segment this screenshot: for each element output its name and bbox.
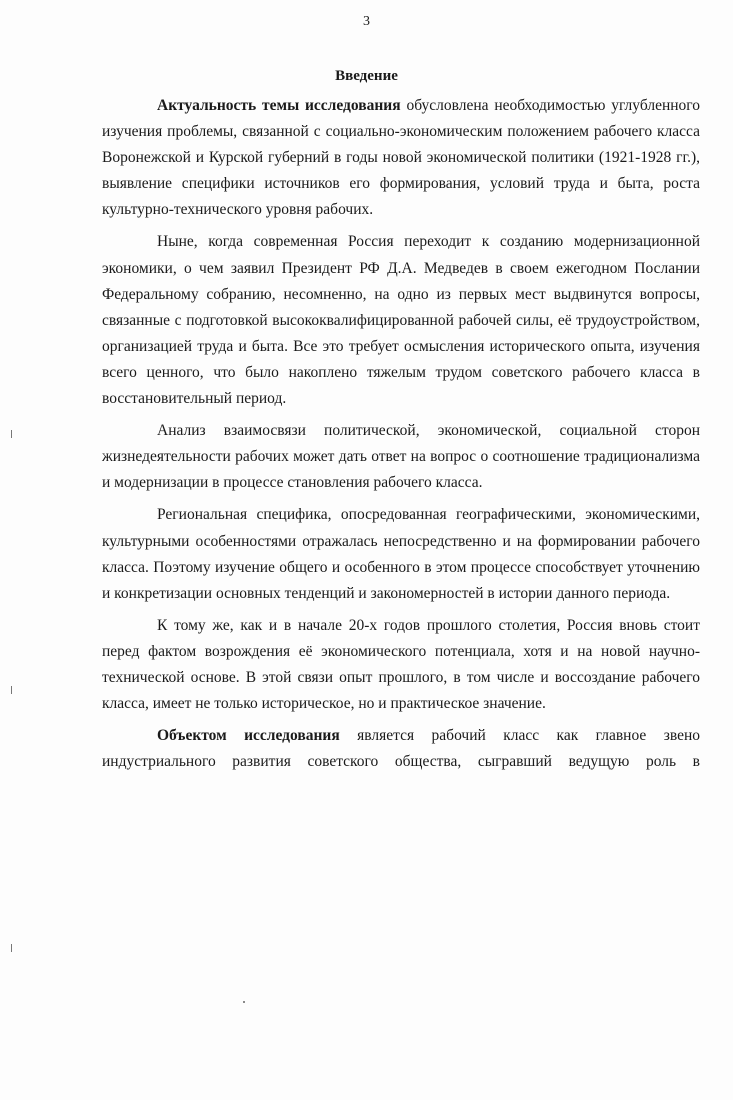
paragraph-revival — [102, 613, 700, 717]
paragraph-text: Региональная специфика, опосредованная географическими, экономическими, культурными особенностями отражалась непосредственно и на формировании рабочего класса. Поэтому изучение общего и особенного в этом процессе способствует уточнению и конкретизации основных тенденций и закономерностей в истории данного периода. — [102, 506, 700, 602]
paragraph-text: Ныне, когда современная Россия переходит к созданию модернизационной экономики, о чем заявил Президент РФ Д.А. Медведев в своем ежегодном Послании Федеральному собранию, несомненно, на одно из первых мест выдвинутся вопросы, связанные с подготовкой высококвалифицированной рабочей силы, её трудоустройством, организацией труда и быта. Все это требует осмысления исторического опыта, изучения всего ценного, что было накоплено тяжелым трудом советского рабочего класса в восстановительный период. — [102, 233, 700, 408]
section-heading: Введение — [335, 68, 398, 84]
scan-mark — [11, 686, 12, 694]
paragraph-text: обусловлена необходимостью углубленного изучения проблемы, связанной с социально-экономическим положением рабочего класса Воронежской и Курской губерний в годы новой экономической политики (1921-1928 гг.), выявление специфики источников его формирования, условий труда и быта, роста культурно-технического уровня рабочих. — [102, 97, 701, 219]
paragraph-analysis — [102, 418, 700, 496]
paragraph-modernization — [102, 229, 700, 412]
page-number: 3 — [363, 14, 370, 29]
paragraph-regional — [102, 502, 700, 606]
paragraph-text: К тому же, как и в начале 20-х годов прошлого столетия, Россия вновь стоит перед фактом возрождения её экономического потенциала, хотя и на новой научно-технической основе. В этой связи опыт прошлого, в том числе и воссоздание рабочего класса, имеет не только историческое, но и практическое значение. — [102, 616, 700, 713]
paragraph-text: является рабочий класс как главное звено индустриального развития советского общества, сыгравший ведущую роль в — [102, 727, 700, 771]
paragraph-text: Анализ взаимосвязи политической, экономической, социальной сторон жизнедеятельности рабочих может дать ответ на вопрос о соотношение традиционализма и модернизации в процессе становления рабочего класса. — [102, 422, 700, 492]
paragraph-object — [102, 723, 700, 775]
paragraph-lead: Объектом исследования — [157, 727, 340, 745]
scan-mark — [11, 944, 12, 952]
scan-mark — [11, 430, 12, 438]
paragraph-lead: Актуальность темы исследования — [157, 97, 401, 114]
body-text — [102, 93, 700, 781]
paragraph-relevance — [102, 93, 700, 223]
scan-speck — [243, 1001, 245, 1003]
